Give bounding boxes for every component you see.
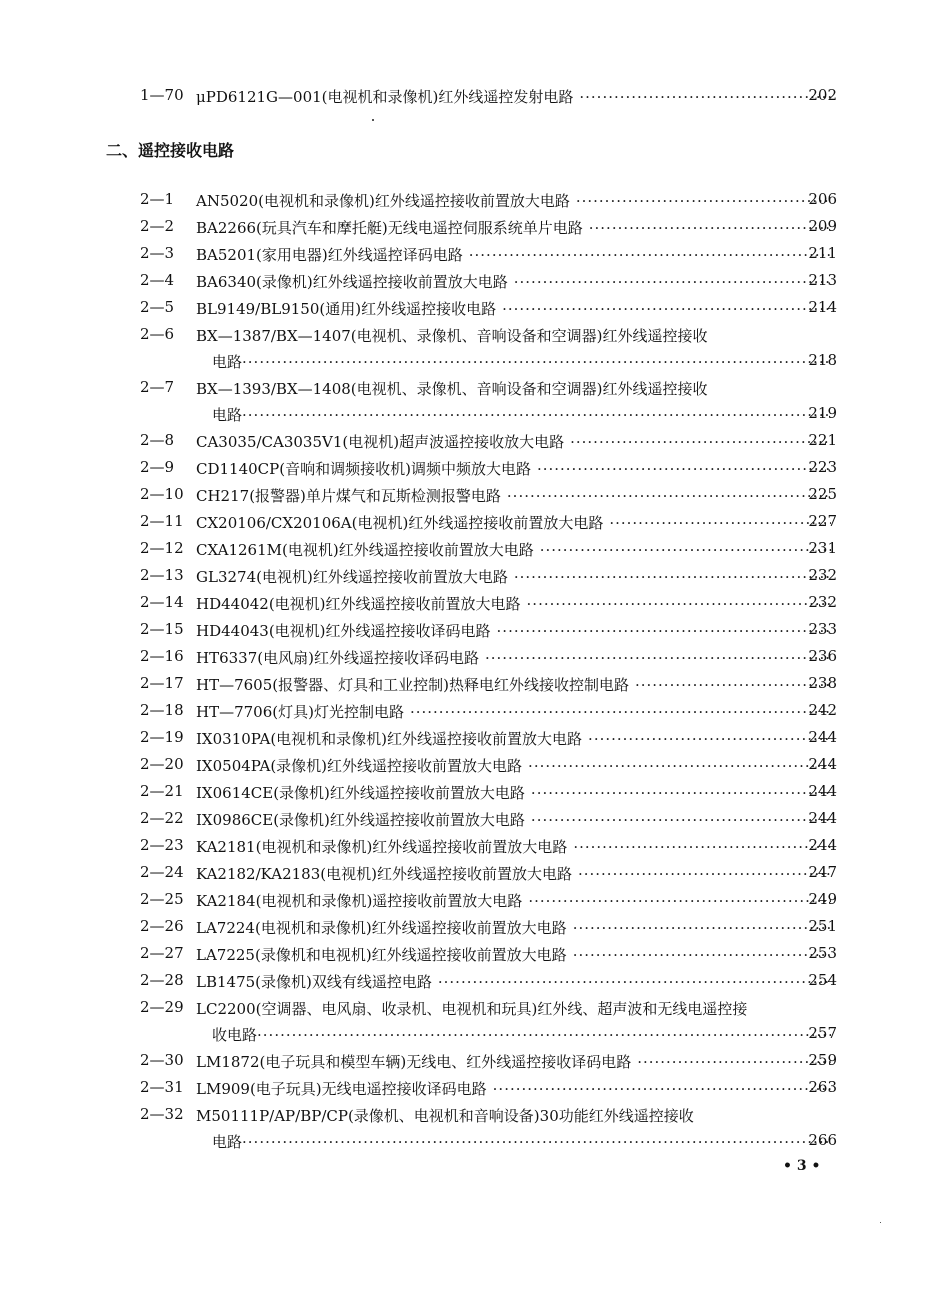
leader-dots xyxy=(502,300,831,318)
entry-number: 2—3 xyxy=(140,244,175,262)
leader-dots xyxy=(540,541,831,559)
entry-number: 1—70 xyxy=(140,86,184,104)
entry-title: M50111P/AP/BP/CP(录像机、电视机和音响设备)30功能红外线遥控接收 xyxy=(196,1107,694,1125)
entry-page: 259 xyxy=(808,1051,837,1069)
entry-number: 2—27 xyxy=(140,944,184,962)
entry-number: 2—23 xyxy=(140,836,184,854)
entry-page: 266 xyxy=(808,1131,837,1149)
entry-page: 231 xyxy=(808,539,837,557)
leader-dots xyxy=(588,730,831,748)
entry-title: IX0504PA(录像机)红外线遥控接收前置放大电路 xyxy=(196,757,523,775)
entry-title: CH217(报警器)单片煤气和瓦斯检测报警电路 xyxy=(196,487,501,505)
entry-number: 2—16 xyxy=(140,647,184,665)
entry-title: LA7225(录像机和电视机)红外线遥控接收前置放大电路 xyxy=(196,946,567,964)
entry-title: IX0614CE(录像机)红外线遥控接收前置放大电路 xyxy=(196,784,525,802)
entry-page: 257 xyxy=(808,1024,837,1042)
entry-title: μPD6121G—001(电视机和录像机)红外线遥控发射电路 xyxy=(196,88,574,106)
entry-page: 244 xyxy=(808,809,837,827)
entry-number: 2—21 xyxy=(140,782,184,800)
entry-number: 2—4 xyxy=(140,271,175,289)
leader-dots xyxy=(242,1133,831,1151)
entry-title: CA3035/CA3035V1(电视机)超声波遥控接收放大电路 xyxy=(196,433,565,451)
leader-dots xyxy=(438,973,831,991)
entry-number: 2—29 xyxy=(140,998,184,1016)
entry-page: 227 xyxy=(808,512,837,530)
entry-number: 2—6 xyxy=(140,325,175,343)
entry-number: 2—1 xyxy=(140,190,175,208)
entry-title: GL3274(电视机)红外线遥控接收前置放大电路 xyxy=(196,568,508,586)
entry-title-continued: 电路 xyxy=(212,353,243,371)
entry-title: LB1475(录像机)双线有线遥控电路 xyxy=(196,973,432,991)
page-number: • 3 • xyxy=(783,1158,821,1174)
scan-speck xyxy=(880,1222,881,1223)
entry-title: LA7224(电视机和录像机)红外线遥控接收前置放大电路 xyxy=(196,919,567,937)
entry-page: 242 xyxy=(808,701,837,719)
entry-title: BA5201(家用电器)红外线遥控译码电路 xyxy=(196,246,463,264)
leader-dots xyxy=(514,273,831,291)
leader-dots xyxy=(573,838,831,856)
entry-page: 206 xyxy=(808,190,837,208)
entry-title: BX—1393/BX—1408(电视机、录像机、音响设备和空调器)红外线遥控接收 xyxy=(196,380,708,398)
leader-dots xyxy=(578,865,831,883)
entry-page: 236 xyxy=(808,647,837,665)
leader-dots xyxy=(242,353,831,371)
entry-number: 2—12 xyxy=(140,539,184,557)
leader-dots xyxy=(514,568,831,586)
entry-number: 2—26 xyxy=(140,917,184,935)
leader-dots xyxy=(531,784,831,802)
entry-title: CD1140CP(音响和调频接收机)调频中频放大电路 xyxy=(196,460,531,478)
entry-page: 263 xyxy=(808,1078,837,1096)
entry-title: CXA1261M(电视机)红外线遥控接收前置放大电路 xyxy=(196,541,534,559)
entry-title: LC2200(空调器、电风扇、收录机、电视机和玩具)红外线、超声波和无线电遥控接 xyxy=(196,1000,748,1018)
scan-speck xyxy=(372,119,374,121)
entry-page: 214 xyxy=(808,298,837,316)
entry-number: 2—5 xyxy=(140,298,175,316)
entry-page: 211 xyxy=(808,244,837,262)
entry-number: 2—30 xyxy=(140,1051,184,1069)
entry-page: 251 xyxy=(808,917,837,935)
leader-dots xyxy=(527,595,831,613)
entry-page: 254 xyxy=(808,971,837,989)
entry-title: BA2266(玩具汽车和摩托艇)无线电遥控伺服系统单片电路 xyxy=(196,219,583,237)
entry-number: 2—8 xyxy=(140,431,175,449)
leader-dots xyxy=(469,246,831,264)
entry-page: 249 xyxy=(808,890,837,908)
entry-page: 232 xyxy=(808,593,837,611)
entry-title: HT6337(电风扇)红外线遥控接收译码电路 xyxy=(196,649,479,667)
entry-title: BA6340(录像机)红外线遥控接收前置放大电路 xyxy=(196,273,508,291)
entry-page: 225 xyxy=(808,485,837,503)
entry-title-continued: 电路 xyxy=(212,1133,243,1151)
section-title: 二、遥控接收电路 xyxy=(106,141,235,160)
leader-dots xyxy=(528,892,831,910)
entry-title: HT—7706(灯具)灯光控制电路 xyxy=(196,703,404,721)
entry-title: IX0986CE(录像机)红外线遥控接收前置放大电路 xyxy=(196,811,525,829)
entry-number: 2—25 xyxy=(140,890,184,908)
entry-number: 2—15 xyxy=(140,620,184,638)
leader-dots xyxy=(573,946,831,964)
entry-title: HT—7605(报警器、灯具和工业控制)热释电红外线接收控制电路 xyxy=(196,676,629,694)
entry-title-continued: 电路 xyxy=(212,406,243,424)
entry-page: 219 xyxy=(808,404,837,422)
entry-number: 2—31 xyxy=(140,1078,184,1096)
leader-dots xyxy=(576,192,831,210)
entry-title: HD44042(电视机)红外线遥控接收前置放大电路 xyxy=(196,595,521,613)
entry-page: 218 xyxy=(808,351,837,369)
entry-number: 2—32 xyxy=(140,1105,184,1123)
entry-number: 2—11 xyxy=(140,512,184,530)
entry-number: 2—20 xyxy=(140,755,184,773)
leader-dots xyxy=(579,88,831,106)
entry-number: 2—9 xyxy=(140,458,175,476)
entry-title: KA2184(电视机和录像机)遥控接收前置放大电路 xyxy=(196,892,523,910)
leader-dots xyxy=(573,919,831,937)
entry-page: 244 xyxy=(808,836,837,854)
leader-dots xyxy=(589,219,831,237)
entry-number: 2—7 xyxy=(140,378,175,396)
entry-page: 221 xyxy=(808,431,837,449)
entry-page: 223 xyxy=(808,458,837,476)
leader-dots xyxy=(537,460,831,478)
leader-dots xyxy=(570,433,831,451)
entry-title: AN5020(电视机和录像机)红外线遥控接收前置放大电路 xyxy=(196,192,570,210)
entry-page: 244 xyxy=(808,782,837,800)
leader-dots xyxy=(242,406,831,424)
entry-page: 247 xyxy=(808,863,837,881)
leader-dots xyxy=(531,811,831,829)
entry-title-continued: 收电路 xyxy=(212,1026,258,1044)
entry-title: BL9149/BL9150(通用)红外线遥控接收电路 xyxy=(196,300,497,318)
entry-number: 2—2 xyxy=(140,217,175,235)
entry-number: 2—28 xyxy=(140,971,184,989)
entry-number: 2—22 xyxy=(140,809,184,827)
entry-title: IX0310PA(电视机和录像机)红外线遥控接收前置放大电路 xyxy=(196,730,583,748)
leader-dots xyxy=(485,649,831,667)
entry-page: 244 xyxy=(808,728,837,746)
entry-page: 209 xyxy=(808,217,837,235)
entry-page: 253 xyxy=(808,944,837,962)
entry-number: 2—24 xyxy=(140,863,184,881)
entry-title: KA2181(电视机和录像机)红外线遥控接收前置放大电路 xyxy=(196,838,568,856)
entry-number: 2—17 xyxy=(140,674,184,692)
leader-dots xyxy=(528,757,831,775)
leader-dots xyxy=(493,1080,831,1098)
entry-page: 244 xyxy=(808,755,837,773)
entry-page: 202 xyxy=(808,86,837,104)
entry-title: CX20106/CX20106A(电视机)红外线遥控接收前置放大电路 xyxy=(196,514,604,532)
entry-title: HD44043(电视机)红外线遥控接收译码电路 xyxy=(196,622,491,640)
entry-page: 233 xyxy=(808,620,837,638)
leader-dots xyxy=(257,1026,831,1044)
entry-title: LM909(电子玩具)无线电遥控接收译码电路 xyxy=(196,1080,487,1098)
entry-title: LM1872(电子玩具和模型车辆)无线电、红外线遥控接收译码电路 xyxy=(196,1053,632,1071)
entry-number: 2—10 xyxy=(140,485,184,503)
entry-number: 2—19 xyxy=(140,728,184,746)
entry-number: 2—13 xyxy=(140,566,184,584)
entry-page: 213 xyxy=(808,271,837,289)
entry-page: 232 xyxy=(808,566,837,584)
entry-title: KA2182/KA2183(电视机)红外线遥控接收前置放大电路 xyxy=(196,865,572,883)
leader-dots xyxy=(507,487,831,505)
entry-title: BX—1387/BX—1407(电视机、录像机、音响设备和空调器)红外线遥控接收 xyxy=(196,327,708,345)
entry-page: 238 xyxy=(808,674,837,692)
entry-number: 2—14 xyxy=(140,593,184,611)
leader-dots xyxy=(410,703,831,721)
entry-number: 2—18 xyxy=(140,701,184,719)
leader-dots xyxy=(497,622,831,640)
